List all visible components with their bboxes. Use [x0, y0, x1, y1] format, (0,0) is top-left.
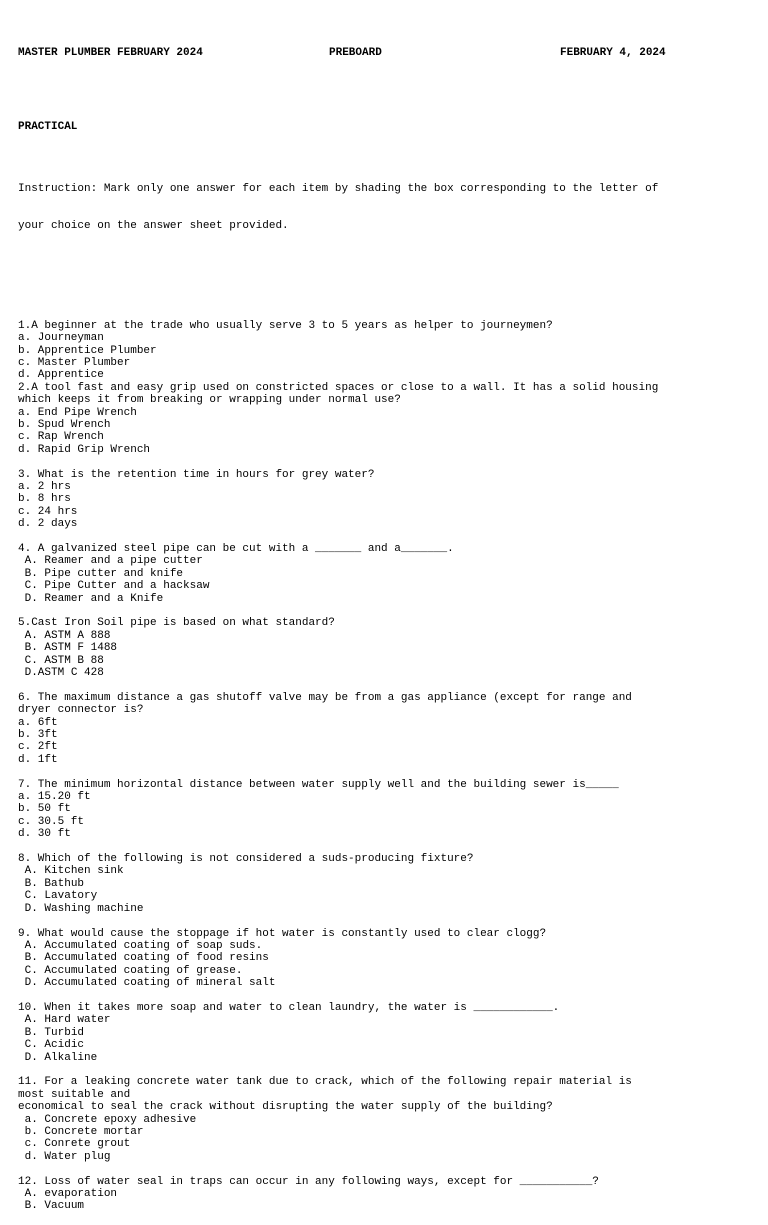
question-text: economical to seal the crack without disrupting the water supply of the building?: [18, 1101, 553, 1114]
question-text: 7. The minimum horizontal distance between water supply well and the building sewer is_____: [18, 778, 619, 791]
answer-option: A. evaporation: [18, 1187, 118, 1200]
question-item: [18, 692, 756, 779]
spacer: [18, 283, 756, 295]
question-item: [18, 928, 756, 1002]
answer-option: D. Reamer and a Knife: [18, 592, 164, 605]
page-header: [18, 47, 756, 59]
spacer: [18, 990, 756, 1002]
spacer: [18, 605, 756, 617]
question-text: which keeps it from breaking or wrapping under normal use?: [18, 394, 401, 407]
spacer: [18, 84, 756, 96]
question-item: [18, 320, 756, 382]
question-item: [18, 1076, 756, 1175]
answer-option: D. Washing machine: [18, 902, 144, 915]
header-exam-date: FEBRUARY 4, 2024: [560, 46, 666, 59]
answer-option: A. ASTM A 888: [18, 629, 111, 642]
answer-option: B. Turbid: [18, 1026, 85, 1039]
spacer: [18, 679, 756, 691]
answer-option: d. Apprentice: [18, 369, 104, 382]
answer-option: C. Lavatory: [18, 890, 98, 903]
answer-option: d. Rapid Grip Wrench: [18, 443, 151, 456]
answer-option: b. Apprentice Plumber: [18, 344, 157, 357]
spacer: [18, 531, 756, 543]
question-item: [18, 543, 756, 617]
answer-option: b. Concrete mortar: [18, 1125, 144, 1138]
answer-option: b. Spud Wrench: [18, 418, 111, 431]
question-item: [18, 779, 756, 853]
question-text: 2.A tool fast and easy grip used on constricted spaces or close to a wall. It has a solid housing: [18, 381, 659, 394]
question-text: 10. When it takes more soap and water to clean laundry, the water is ____________.: [18, 1001, 560, 1014]
answer-option: c. 24 hrs: [18, 505, 78, 518]
question-list: [18, 320, 756, 1213]
answer-option: D. Accumulated coating of mineral salt: [18, 977, 276, 990]
answer-option: A. Kitchen sink: [18, 865, 124, 878]
question-text: 4. A galvanized steel pipe can be cut with a _______ and a_______.: [18, 542, 454, 555]
question-item: [18, 469, 756, 543]
answer-option: a. 15.20 ft: [18, 791, 91, 804]
answer-option: d. 1ft: [18, 753, 58, 766]
answer-option: a. End Pipe Wrench: [18, 406, 137, 419]
answer-option: b. 3ft: [18, 729, 58, 742]
header-exam-type: PREBOARD: [329, 46, 382, 59]
question-item: [18, 382, 756, 469]
question-text: 9. What would cause the stoppage if hot water is constantly used to clear clogg?: [18, 927, 547, 940]
answer-option: c. 2ft: [18, 741, 58, 754]
answer-option: a. 2 hrs: [18, 480, 71, 493]
answer-option: B. Accumulated coating of food resins: [18, 952, 269, 965]
question-text: 6. The maximum distance a gas shutoff valve may be from a gas appliance (except for range and: [18, 691, 632, 704]
question-text: dryer connector is?: [18, 704, 144, 717]
question-text: most suitable and: [18, 1088, 131, 1101]
answer-option: c. Rap Wrench: [18, 431, 104, 444]
instructions: [18, 158, 756, 257]
question-text: 12. Loss of water seal in traps can occur in any following ways, except for ___________?: [18, 1175, 599, 1188]
question-text: 3. What is the retention time in hours for grey water?: [18, 468, 375, 481]
question-item: [18, 853, 756, 927]
answer-option: A. Hard water: [18, 1014, 111, 1027]
answer-option: B. Bathub: [18, 877, 85, 890]
spacer: [18, 1163, 756, 1175]
answer-option: a. Concrete epoxy adhesive: [18, 1113, 197, 1126]
answer-option: B. Pipe cutter and knife: [18, 567, 184, 580]
answer-option: B. Vacuum: [18, 1200, 85, 1213]
instruction-line: Instruction: Mark only one answer for each item by shading the box corresponding to the letter of: [18, 183, 659, 196]
answer-option: C. Acidic: [18, 1039, 85, 1052]
question-text: 11. For a leaking concrete water tank due to crack, which of the following repair material is: [18, 1076, 632, 1089]
exam-page: [18, 22, 756, 1225]
question-item: [18, 1176, 756, 1213]
answer-option: c. Conrete grout: [18, 1138, 131, 1151]
answer-option: C. Pipe Cutter and a hacksaw: [18, 580, 210, 593]
answer-option: d. 30 ft: [18, 828, 71, 841]
answer-option: c. Master Plumber: [18, 356, 131, 369]
question-text: 1.A beginner at the trade who usually serve 3 to 5 years as helper to journeymen?: [18, 319, 553, 332]
answer-option: A. Reamer and a pipe cutter: [18, 555, 203, 568]
question-text: 5.Cast Iron Soil pipe is based on what standard?: [18, 617, 335, 630]
spacer: [18, 841, 756, 853]
question-item: [18, 617, 756, 691]
answer-option: a. Journeyman: [18, 332, 104, 345]
answer-option: d. Water plug: [18, 1150, 111, 1163]
question-item: [18, 1002, 756, 1076]
answer-option: d. 2 days: [18, 518, 78, 531]
spacer: [18, 456, 756, 468]
section-title: PRACTICAL: [18, 121, 78, 134]
question-text: 8. Which of the following is not considered a suds-producing fixture?: [18, 853, 474, 866]
answer-option: D.ASTM C 428: [18, 667, 104, 680]
spacer: [18, 915, 756, 927]
answer-option: B. ASTM F 1488: [18, 642, 118, 655]
spacer: [18, 1064, 756, 1076]
answer-option: C. Accumulated coating of grease.: [18, 964, 243, 977]
answer-option: b. 8 hrs: [18, 493, 71, 506]
answer-option: D. Alkaline: [18, 1051, 98, 1064]
header-exam-title: MASTER PLUMBER FEBRUARY 2024: [18, 46, 203, 59]
answer-option: c. 30.5 ft: [18, 815, 85, 828]
instruction-line: your choice on the answer sheet provided.: [18, 220, 289, 233]
spacer: [18, 766, 756, 778]
answer-option: b. 50 ft: [18, 803, 71, 816]
answer-option: C. ASTM B 88: [18, 654, 104, 667]
answer-option: A. Accumulated coating of soap suds.: [18, 939, 263, 952]
answer-option: a. 6ft: [18, 716, 58, 729]
